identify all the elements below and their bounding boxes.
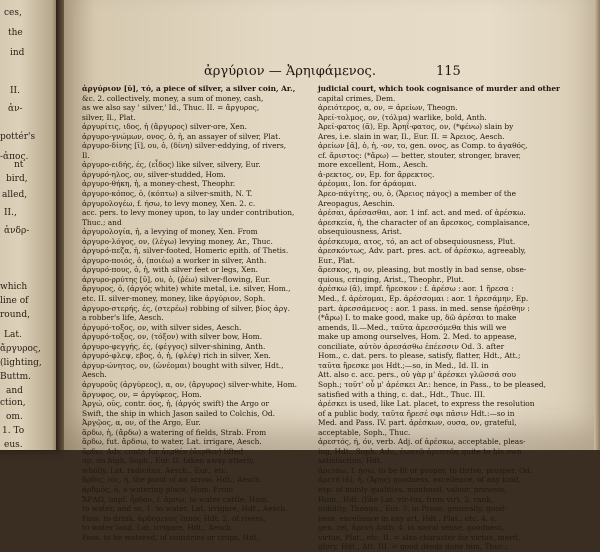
- dictionary-line: ἀρετή (ᾰ), ἡ, (Ἄρης) goodness, excellence, of any kind,: [318, 475, 521, 485]
- fragment: Lat.: [4, 330, 22, 340]
- dictionary-line: ἄργυρος, ὁ, (ἀργός white) white metal, i.e. silver, Hom.,: [82, 284, 291, 294]
- dictionary-line: ἀργυρο-λόγος, ον, (λέγω) levying money, Ar., Thuc.: [82, 236, 273, 246]
- fragment: ἀν-: [8, 104, 23, 114]
- left-page-fragments: [0, 0, 60, 450]
- running-title: ἀργύριον — Ἀρηιφάμενος.: [204, 64, 376, 79]
- fragment: the: [8, 28, 23, 38]
- dictionary-line: obsequiousness, Arist.: [318, 227, 402, 237]
- dictionary-line: ἀρεσκεία, ἡ, the character of an ἄρεσκος, complaisance,: [318, 217, 530, 227]
- dictionary-line: amends, Il.—Med., ταῦτα ἀρεσσόμεθα this will we: [318, 322, 507, 332]
- dictionary-line: ἀργυροῦς (ἀργύρεος), α, ον, (ἄργυρος) silver-white, Hom.: [82, 379, 297, 389]
- dictionary-line: Thuc.; and: [82, 217, 122, 227]
- dictionary-line: ἀργυρό-ηλος, ον, silver-studded, Hom.: [82, 169, 226, 179]
- dictionary-line: Eur., Plat.: [318, 255, 355, 265]
- dictionary-line: satisfaction, Hdt.: [318, 456, 383, 466]
- dictionary-line: ἀρέομαι, Ion. for ἀράομαι.: [318, 179, 417, 189]
- dictionary-line: Pass. to be watered, of countries or crops, Hdt.: [82, 532, 260, 542]
- dictionary-line: ness, excellence in any art, Hdt., Plat., etc. 4. c.: [318, 513, 497, 523]
- left-page: [0, 0, 60, 450]
- dictionary-line: Med. and Pass. IV. part. ἀρέσκων, ουσα, ον, grateful,: [318, 418, 517, 428]
- dictionary-line: Med., f. ἀρέσομαι, Ep. ἀρέσσομαι : aor. 1 ἠρεσάμην, Ep.: [318, 294, 529, 304]
- dictionary-line: esp. of manly qualities, manhood, valour, prowess,: [318, 484, 508, 494]
- dictionary-line: Ἀρεο-πάγίτης, ου, ὁ, (Ἄρειος πάγος) a member of the: [318, 189, 516, 199]
- dictionary-line: ἀργύριον [ῠ], τό, a piece of silver, a silver coin, Ar.,: [82, 84, 296, 93]
- dictionary-line: Aesch.: [82, 370, 107, 380]
- dictionary-line: acceptable, Soph., Thuc.: [318, 427, 411, 437]
- dictionary-line: to water land, Lat. irrigare, Hdt., Aesch.: [82, 523, 234, 533]
- fragment: line of: [0, 296, 29, 306]
- fragment: ἀνδρ-: [4, 226, 30, 236]
- dictionary-line: conciliate, αὐτὸν ἀρεσάσθω ἐπέεσσιν Od. 3. after: [318, 341, 505, 351]
- dictionary-line: nobility, Theogn., Eur. 3. in Prose, generally, good-: [318, 504, 507, 514]
- dictionary-line: cf. ἄριστος: (*ἄρω) — better, stouter, stronger, braver,: [318, 150, 521, 160]
- dictionary-line: to water, and so, 1. to water, Lat. irrigare, Hdt., Aesch.: [82, 504, 288, 514]
- fragment: II.: [10, 86, 20, 96]
- dictionary-line: Ἀργώ, οῦς, contr. όος, ἡ, (ἀργός swift) the Argo or: [82, 399, 270, 409]
- dictionary-line: Hom., c. dat. pers. to please, satisfy, flatter, Hdt., Att.;: [318, 351, 521, 361]
- dictionary-line: ἀρδμός, ὁ, a watering-place, Hom. From: [82, 484, 234, 494]
- fragment: pottér's: [0, 132, 36, 142]
- dictionary-line: Swift, the ship in which Jason sailed to Colchis, Od.: [82, 408, 276, 418]
- dictionary-line: ἀρέσαι, ἀρέσασθαι, aor. 1 inf. act. and med. of ἀρέσκω.: [318, 208, 526, 218]
- dictionary-line: ἄργυφος, ον, = ἀργύφεος, Hom.: [82, 389, 202, 399]
- dictionary-line: ἀργυρο-κόπος, ὁ, (κόπτω) a silver-smith, N. T.: [82, 189, 253, 199]
- dictionary-line: ἀργυρο-στερής, ές, (στερέω) robbing of silver, βίος ἀργ.: [82, 303, 290, 313]
- dictionary-line: ing, Hdt., Soph. Adv., ἐωυτῷ ἀρεστῶς quite to his own: [318, 446, 522, 456]
- dictionary-line: Hom., Hdt. (like Lat. vir-tus, from vir). 2. rank,: [318, 494, 494, 504]
- dictionary-line: ἀρείων [ᾱ], ὁ, ἡ, -ον, το, gen. ονος, as Comp. to ἀγαθός,: [318, 141, 528, 151]
- dictionary-line: virtue, Plat., etc. II. = also character for virtue, merit,: [318, 532, 521, 542]
- dictionary-line: ἀρεστός, ή, όν, verb. Adj. of ἀρέσκω, acceptable, pleas-: [318, 437, 526, 447]
- dictionary-line: ἀ-ρεκτος, ον, Ep. for ἄρρεκτος.: [318, 169, 435, 179]
- dictionary-line: ἀργυρό-φλεψ, εβος, ὁ, ἡ, (φλέψ) rich in silver, Xen.: [82, 351, 271, 361]
- dictionary-line: ἀρέσκω (ᾰ), impf. ἤρεσκον : f. ἀρέσω : aor. 1 ἤρεσα :: [318, 284, 514, 294]
- dictionary-line: satisfied with a thing, c. dat., Hdt., Thuc. III.: [318, 389, 486, 399]
- dictionary-line: ἀργυρό-πους, ὁ, ἡ, with silver feet or legs, Xen.: [82, 265, 259, 275]
- dictionary-line: more excellent, Hom., Aesch.: [318, 160, 429, 170]
- fragment: II.,: [4, 208, 17, 218]
- dictionary-line: ἌΡΔΩ, impf. ἦρδον, f. ἄρσω; to water cattle, Hom.: [82, 494, 270, 504]
- dictionary-line: part. ἀρεσσάμενος : aor. 1 pass. in med. sense ἠρέσθην :: [318, 303, 530, 313]
- dictionary-line: ἄρδω, fut. ἄρδσω, to water, Lat. irrigare, Aesch.: [82, 437, 262, 447]
- dictionary-line: ἀρεσκόντως, Adv. part. pres. act. of ἀρέσκω, agreeably,: [318, 246, 527, 256]
- dictionary-line: ἀργυρό-πεζα, ἡ, silver-footed, Homeric epith. of Thetis.: [82, 246, 289, 256]
- fragment: -ἀπος.: [0, 152, 29, 162]
- dictionary-line: ἄρδις, ιος, ἡ, the point of an arrow, Hdt., Aesch.: [82, 475, 262, 485]
- dictionary-line: ἀργυρολογέω, f. ήσω, to levy money, Xen. 2. c.: [82, 198, 256, 208]
- page-edge: [594, 0, 600, 450]
- fragment: bird,: [6, 174, 28, 184]
- fragment: ces,: [4, 8, 22, 18]
- dictionary-line: ἀργυρο-φεγγής, ές, (φέγγος) silver-shining, Anth.: [82, 341, 266, 351]
- fragment: round,: [0, 310, 30, 320]
- dictionary-line: silver, Il., Plat.: [82, 112, 136, 122]
- fragment: om.: [6, 412, 23, 422]
- dictionary-line: ἄρδω, Adv. contr. for ἀερθέν (ἄερθεν) lifted: [82, 446, 244, 456]
- dictionary-line: (*ἄρω) I. to make good, make up, δῶ ἀρέσαι to make: [318, 313, 517, 323]
- dictionary-line: ἀργυρο-ρρύτης [ῡ], ου, ὁ, (ῥέω) silver-flowing, Eur.: [82, 274, 271, 284]
- dictionary-line: up, on high, Soph., Eur. II. taken away utterly,: [82, 456, 255, 466]
- dictionary-line: Att. also c. acc. pers., οὐ γὰρ μ' ἀρέσκει γλῶσσά σου: [318, 370, 516, 380]
- dictionary-line: Ἀρεί-φατος (ᾰ), Ep. Ἀρηΐ-φατος, ον, (*φένω) slain by: [318, 122, 514, 132]
- fragment: ind: [10, 48, 25, 58]
- fragment: and: [6, 386, 23, 396]
- dictionary-line: etc. II. silver-money, money, like ἀργύριον, Soph.: [82, 294, 266, 304]
- dictionary-line: judicial court, which took cognisance of murder and other: [318, 84, 560, 93]
- dictionary-line: ἀρετάω, f. ήσω, to be fit or proper, to thrive, prosper, Od.: [318, 465, 533, 475]
- dictionary-line: ἀρέσκευμα, ατος, τό, an act of obsequiousness, Plut.: [318, 236, 516, 246]
- dictionary-line: ἀρέσκει is used, like Lat. placet, to express the resolution: [318, 399, 535, 409]
- page-number: 115: [436, 64, 461, 79]
- dictionary-line: ἀρειότερος, α, ον, = ἀρείων, Theogn.: [318, 103, 458, 113]
- dictionary-line: Pass. to drink, ἀρδόμενος ἵππος Hdt. 2. of rivers,: [82, 513, 266, 523]
- fragment: (lighting,: [0, 358, 42, 368]
- dictionary-line: Ἀρεί-τολμος, ον, (τόλμα) warlike, bold, Anth.: [318, 112, 487, 122]
- fragment: nt: [14, 160, 24, 170]
- dictionary-line: ἀργυρ-ώνητος, ον, (ὠνέομαι) bought with silver, Hdt.,: [82, 360, 284, 370]
- dictionary-line: of a public body, ταῦτα ἤρεσέ σφι πᾶσιν Hdt.:—so in: [318, 408, 515, 418]
- dictionary-line: acc. pers. to levy money upon, to lay under contribution,: [82, 208, 295, 218]
- dictionary-line: ἀργυρό-τοξος, ον, with silver sides, Aesch.: [82, 322, 242, 332]
- dictionary-line: Soph.; τοῦτ' οὖ μ' ἀρέσκει Ar.: hence, in Pass., to be pleased,: [318, 379, 546, 389]
- dictionary-line: glory, Hdt., Att. III. = good deeds done him, Thuc.;: [318, 542, 508, 552]
- dictionary-line: as we also say ' silver,' Id., Thuc. II. = ἄργυρος,: [82, 103, 260, 113]
- fragment: 1. To: [2, 426, 25, 436]
- dictionary-line: Ἀργῷος, α, ον, of the Argo, Eur.: [82, 418, 201, 428]
- dictionary-line: Il.: [82, 150, 90, 160]
- fragment: ἄργυρος,: [0, 344, 41, 354]
- dictionary-line: capital crimes, Dem.: [318, 93, 396, 103]
- dictionary-line: a robber's life, Aesch.: [82, 313, 164, 323]
- dictionary-line: ἀργυρο-ποιός, ὁ, (ποιέω) a worker in silver, Anth.: [82, 255, 267, 265]
- dictionary-line: ἀργυρίτις, ιδος, ἡ (ἄργυρος) silver-ore, Xen.: [82, 122, 247, 132]
- dictionary-line: Areopagus, Aeschin.: [318, 198, 395, 208]
- fragment: Buttm.: [0, 372, 32, 382]
- dictionary-line: ἀργυρο-ειδής, ές, (εἶδος) like silver, silvery, Eur.: [82, 160, 261, 170]
- dictionary-line: ἀργυρό-τοξος, ον, (τόξον) with silver bow, Hom.: [82, 332, 263, 342]
- fragment: eus.: [4, 440, 23, 450]
- dictionary-line: ἀργυρο-δίνης [ῑ], ου, ὁ, (δίνη) silver-eddying, of rivers,: [82, 141, 287, 151]
- dictionary-line: Ares, i.e. slain in war, Il., Eur. II. = Ἀρειος, Aesch.: [318, 131, 505, 141]
- dictionary-line: ἀργυρο-θήκη, ἡ, a money-chest, Theophr.: [82, 179, 236, 189]
- fragment: alled,: [2, 190, 28, 200]
- dictionary-line: ἄρδω, ἡ, (ἄρδω) a watering of fields, Strab. From: [82, 427, 267, 437]
- dictionary-line: wholly, Lat. radicitus, Aesch., Eur., etc.: [82, 465, 229, 475]
- dictionary-column-right: [318, 84, 560, 552]
- dictionary-line: ἄρεσκος, η, ον, pleasing, but mostly in bad sense, obse-: [318, 265, 527, 275]
- dictionary-line: make up among ourselves, Hom. 2. Med. to appease,: [318, 332, 517, 342]
- dictionary-line: quious, cringing, Arist., Theophr., Plut.: [318, 274, 464, 284]
- dictionary-line: gen. rei, ἀρετὴ Anth. 4. in moral sense, goodness,: [318, 523, 505, 533]
- dictionary-line: ταῦτα ἤρεσκε μοι Hdt.;—so, in Med., Id. II. in: [318, 360, 489, 370]
- fragment: ction,: [0, 398, 26, 408]
- fragment: which: [0, 282, 28, 292]
- dictionary-column-left: [82, 84, 310, 542]
- dictionary-line: ἀργυρολογία, ἡ, a levying of money, Xen. From: [82, 227, 258, 237]
- dictionary-line: ἀργυρο-γνώμων, ονος, ὁ, ἡ, an assayer of silver, Plat.: [82, 131, 281, 141]
- dictionary-line: &c. 2. collectively, money, a sum of money, cash,: [82, 93, 264, 103]
